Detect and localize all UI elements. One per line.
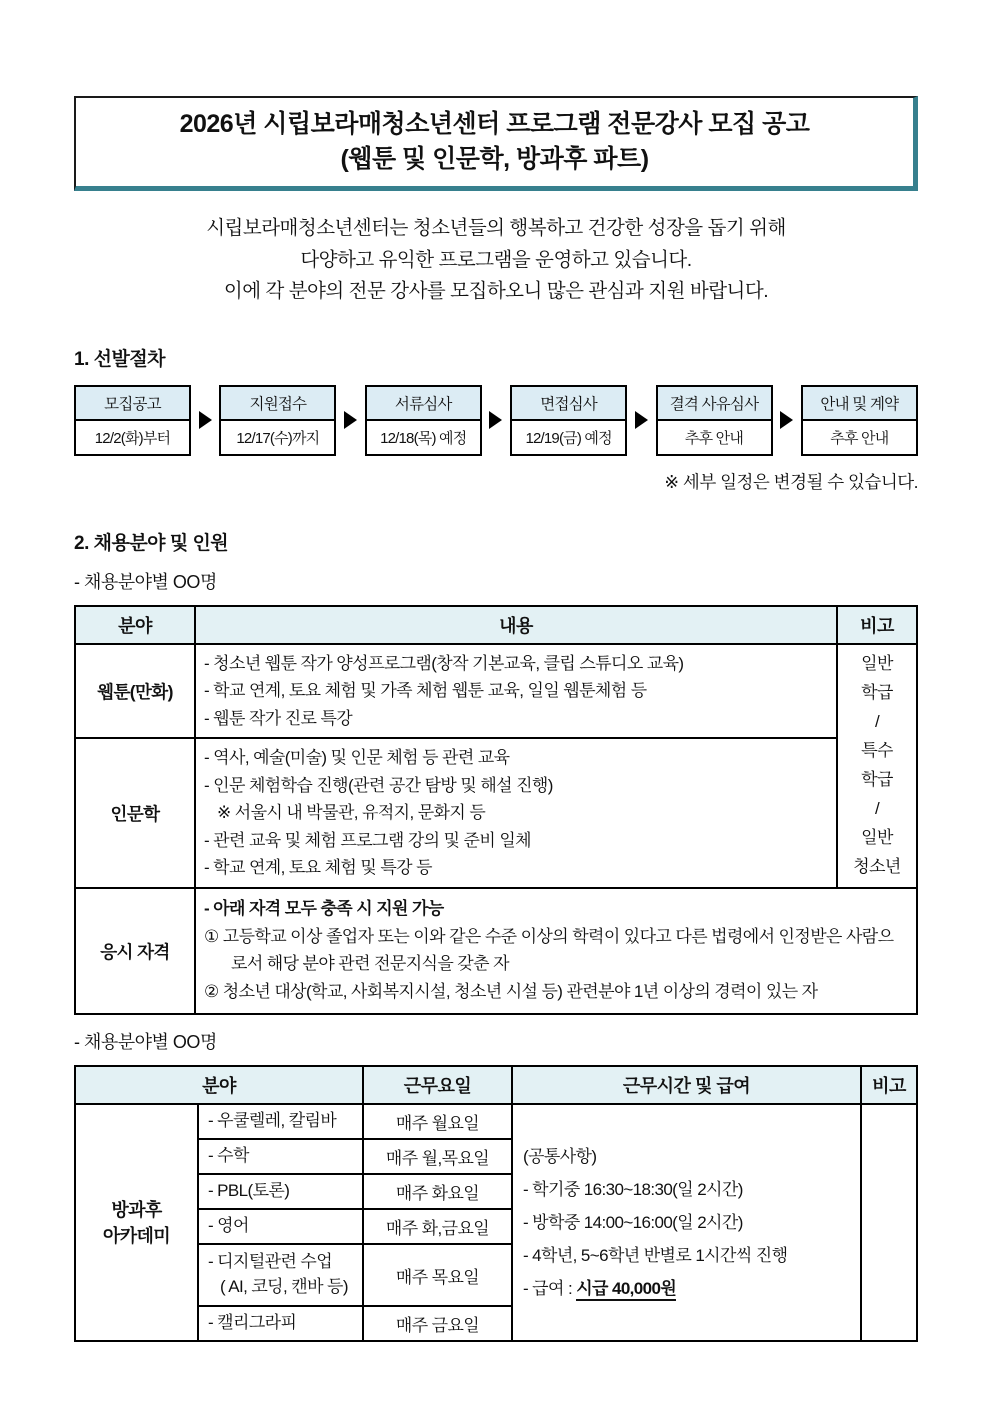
flow-step-application: [219, 385, 336, 456]
flow-step-label: 지원접수: [221, 387, 334, 421]
flow-step-label: 면접심사: [512, 387, 625, 421]
qualification-headline: - 아래 자격 모두 충족 시 지원 가능: [204, 898, 444, 918]
subject-cell: [198, 1139, 363, 1174]
webtoon-content-cell: [195, 644, 837, 739]
subject-label: - 디지털관련 수업: [208, 1252, 333, 1272]
webtoon-item: - 웹툰 작가 진로 특강: [204, 708, 353, 728]
common-note-line: - 방학중 14:00~16:00(일 2시간): [523, 1213, 743, 1233]
subject-label-line2: ( AI, 코딩, 캔바 등): [220, 1277, 348, 1297]
table2-col-days: 근무요일: [363, 1066, 512, 1104]
recruitment-fields-table: [74, 605, 918, 1015]
arrow-right-icon: [780, 411, 793, 429]
qualification-item: ② 청소년 대상(학교, 사회복지시설, 청소년 시설 등) 관련분야 1년 이상의 경력이 있는 자: [204, 981, 818, 1001]
table1-row-qualification: [75, 888, 917, 1014]
qualification-content-cell: [195, 888, 917, 1014]
humanities-content-cell: [195, 738, 837, 888]
pay-amount: 시급 40,000원: [576, 1279, 676, 1301]
note-line: 일반: [861, 654, 893, 674]
intro-line-3: 이에 각 분야의 전문 강사를 모집하오니 많은 관심과 지원 바랍니다.: [223, 280, 769, 303]
day-cell: 매주 월요일: [363, 1104, 512, 1139]
subject-cell: [198, 1174, 363, 1209]
flow-step-date: 추후 안내: [830, 429, 889, 447]
section2-heading: 2. 채용분야 및 인원: [74, 532, 229, 554]
day-cell: 매주 월,목요일: [363, 1139, 512, 1174]
sub-bullet-2: - 채용분야별 OO명: [74, 1032, 217, 1053]
table1-col-content: 내용: [195, 606, 837, 644]
subject-cell: [198, 1244, 363, 1306]
flow-step-label: 서류심사: [367, 387, 480, 421]
arrow-right-icon: [199, 411, 212, 429]
arrow-right-icon: [489, 411, 502, 429]
subject-label: - PBL(토론): [208, 1181, 290, 1201]
note-line: 학급: [861, 683, 893, 703]
flow-step-date: 12/2(화)부터: [94, 429, 171, 447]
group-line: 아카데미: [102, 1225, 171, 1246]
flow-step-document-review: [365, 385, 482, 456]
subject-label: - 영어: [208, 1216, 249, 1236]
pay-line: [523, 1272, 856, 1305]
common-note-line: - 학기중 16:30~18:30(일 2시간): [523, 1179, 743, 1199]
table1-row-webtoon: [75, 644, 917, 739]
table2-col-time-pay: 근무시간 및 급여: [512, 1066, 861, 1104]
humanities-item: - 학교 연계, 토요 체험 및 특강 등: [204, 858, 432, 878]
title-line-2: (웹툰 및 인문학, 방과후 파트): [340, 144, 649, 173]
note-line: /: [874, 798, 880, 818]
intro-line-2: 다양하고 유익한 프로그램을 운영하고 있습니다.: [300, 248, 692, 271]
flow-step-date: 12/17(수)까지: [236, 429, 320, 447]
note-line: 학급: [861, 769, 893, 789]
table1-note-merged-cell: [837, 644, 917, 888]
day-cell: 매주 화요일: [363, 1174, 512, 1209]
worktime-pay-cell: [512, 1104, 861, 1341]
subject-cell: [198, 1306, 363, 1341]
subject-label: - 캘리그라피: [208, 1313, 297, 1333]
note-line: 특수: [861, 740, 893, 760]
intro-line-1: 시립보라매청소년센터는 청소년들의 행복하고 건강한 성장을 돕기 위해: [206, 217, 786, 239]
schedule-change-note: ※ 세부 일정은 변경될 수 있습니다.: [664, 471, 918, 492]
flow-step-label: 결격 사유심사: [658, 387, 771, 421]
humanities-item: - 역사, 예술(미술) 및 인문 체험 등 관련 교육: [204, 748, 510, 768]
flow-step-date: 12/18(목) 예정: [380, 429, 467, 447]
section1-heading: 1. 선발절차: [74, 348, 166, 370]
day-cell: 매주 금요일: [363, 1306, 512, 1341]
afterschool-group-label: [75, 1104, 198, 1341]
table1-header-row: [75, 606, 917, 644]
flow-step-date: 12/19(금) 예정: [525, 429, 612, 447]
table2-header-row: [75, 1066, 917, 1104]
subject-label: - 우쿨렐레, 칼림바: [208, 1111, 337, 1131]
humanities-field-label: 인문학: [75, 738, 195, 888]
flow-step-label: 모집공고: [76, 387, 189, 421]
webtoon-item: - 청소년 웹툰 작가 양성프로그램(창작 기본교육, 클립 스튜디오 교육): [204, 653, 684, 673]
table2-col-field: 분야: [75, 1066, 363, 1104]
common-note-line: - 4학년, 5~6학년 반별로 1시간씩 진행: [523, 1246, 788, 1266]
humanities-item: ※ 서울시 내 박물관, 유적지, 문화지 등: [217, 803, 486, 823]
table2-note-cell: [861, 1104, 917, 1341]
common-note-line: (공통사항): [523, 1146, 597, 1166]
subject-cell: [198, 1209, 363, 1244]
flow-step-announcement: [74, 385, 191, 456]
day-cell: 매주 화,금요일: [363, 1209, 512, 1244]
webtoon-item: - 학교 연계, 토요 체험 및 가족 체험 웹툰 교육, 일일 웹툰체험 등: [204, 681, 647, 701]
flow-step-disqualification-check: [656, 385, 773, 456]
note-line: 일반: [861, 827, 893, 847]
flow-step-interview: [510, 385, 627, 456]
note-line: /: [874, 712, 880, 732]
table2-row-ukulele: [75, 1104, 917, 1139]
arrow-right-icon: [344, 411, 357, 429]
table1-row-humanities: [75, 738, 917, 888]
subject-cell: [198, 1104, 363, 1139]
table2-col-note: 비고: [861, 1066, 917, 1104]
qualification-field-label: 응시 자격: [75, 888, 195, 1014]
table1-col-note: 비고: [837, 606, 917, 644]
note-line: 청소년: [853, 856, 901, 876]
selection-process-flowchart: [74, 385, 918, 456]
flow-step-date: 추후 안내: [684, 429, 744, 447]
sub-bullet-1: - 채용분야별 OO명: [74, 571, 217, 592]
webtoon-field-label: 웹툰(만화): [75, 644, 195, 739]
afterschool-academy-table: [74, 1065, 918, 1342]
announcement-title-box: [74, 96, 918, 191]
pay-prefix: - 급여 :: [523, 1279, 577, 1299]
title-line-1: 2026년 시립보라매청소년센터 프로그램 전문강사 모집 공고: [179, 110, 810, 138]
intro-paragraph: [74, 213, 918, 308]
flow-step-label: 안내 및 계약: [803, 387, 916, 421]
humanities-item: - 관련 교육 및 체험 프로그램 강의 및 준비 일체: [204, 830, 531, 850]
flow-step-notice-contract: [801, 385, 918, 456]
day-cell: 매주 목요일: [363, 1244, 512, 1306]
qualification-item: ① 고등학교 이상 졸업자 또는 이와 같은 수준 이상의 학력이 있다고 다른 법령에서 인정받은 사람으로서 해당 분야 관련 전문지식을 갖춘 자: [204, 926, 894, 974]
subject-label: - 수학: [208, 1146, 249, 1166]
group-line: 방과후: [111, 1199, 162, 1220]
table1-col-field: 분야: [75, 606, 195, 644]
arrow-right-icon: [635, 411, 648, 429]
humanities-item: - 인문 체험학습 진행(관련 공간 탐방 및 해설 진행): [204, 775, 553, 795]
